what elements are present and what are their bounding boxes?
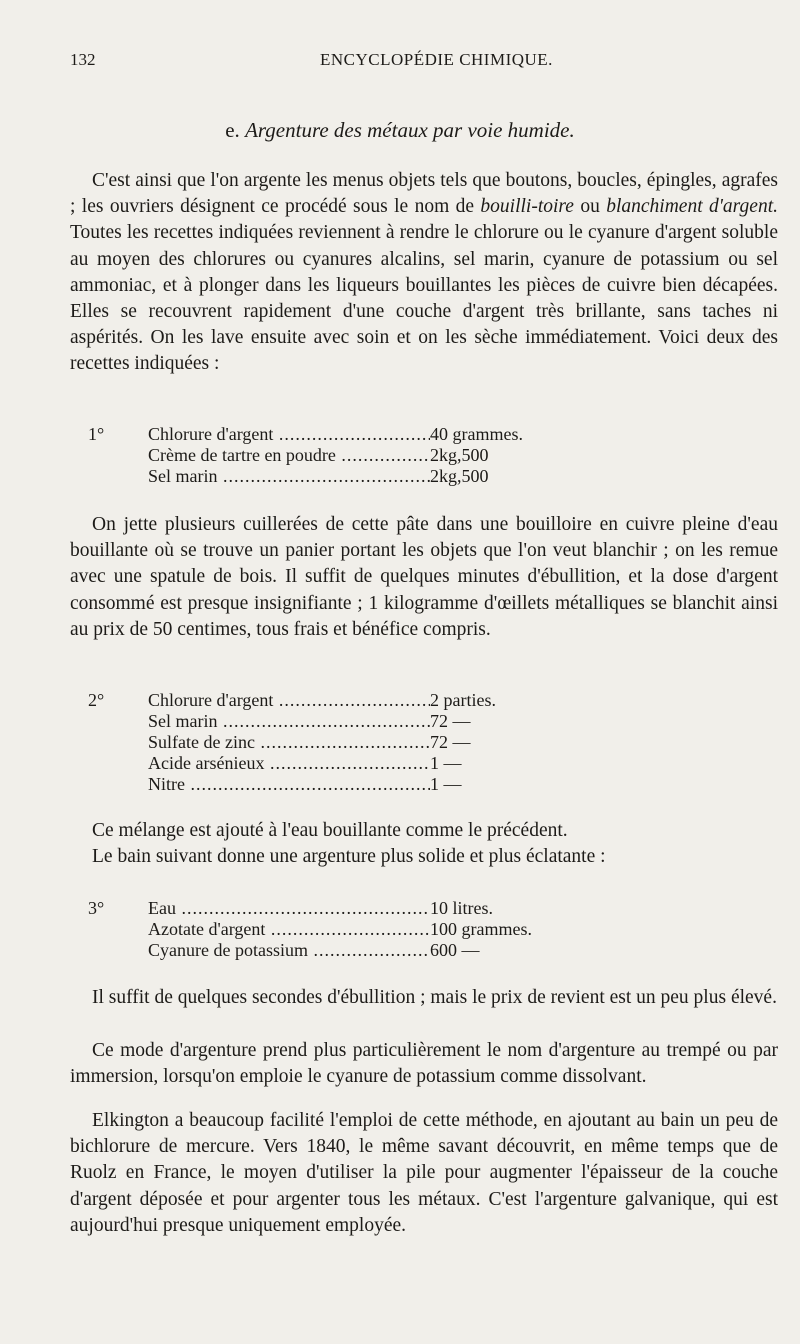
- ingredient-quantity: 1 —: [430, 774, 462, 794]
- ingredient-quantity: 2kg,500: [430, 445, 489, 465]
- section-title-text: Argenture des métaux par voie humide.: [245, 118, 575, 142]
- recipe-row: [88, 732, 496, 753]
- ingredient-name: Chlorure d'argent .....: [148, 424, 430, 445]
- paragraph-note-2: Le bain suivant donne une argenture plus solide et plus éclatante :: [92, 846, 606, 867]
- ingredient-quantity: 2 parties.: [430, 690, 496, 710]
- ingredient-quantity: 1 —: [430, 753, 462, 773]
- paragraph-immersion: Ce mode d'argenture prend plus particulièrement le nom d'argenture au trempé ou par immersion, lorsqu'on emploie le cyanure de potassium comme dissolvant.: [70, 1040, 778, 1088]
- ingredient-name: Sel marin .....: [148, 466, 430, 487]
- paragraph-note-1: Ce mélange est ajouté à l'eau bouillante comme le précédent.: [92, 820, 568, 841]
- ingredient-name: Crème de tartre en poudre .....: [148, 445, 430, 466]
- recipe-number: 1°: [88, 424, 105, 444]
- ingredient-name: Cyanure de potassium .....: [148, 940, 430, 961]
- paragraph-cost: Il suffit de quelques secondes d'ébullition ; mais le prix de revient est un peu plus élevé.: [92, 987, 777, 1008]
- paragraph-intro: C'est ainsi que l'on argente les menus objets tels que boutons, boucles, épingles, agrafes ; les ouvriers désignent ce procédé sous le nom de bouilli-toire ou blanchiment d'argent. Toutes les recettes indiquées reviennent à rendre le chlorure ou le cyanure d'argent soluble au moyen des chlorures ou cyanures alcalins, sel marin, cyanure de potassium ou sel ammoniac, et à plonger dans les liqueurs bouillantes les pièces de cuivre bien décapées. Elles se recouvrent rapidement d'une couche d'argent très brillante, sans taches ni aspérités. On les lave ensuite avec soin et on les sèche immédiatement. Voici deux des recettes indiquées :: [70, 170, 778, 375]
- recipe-row: [88, 711, 496, 732]
- recipe-row: [88, 919, 532, 940]
- recipe-row: [88, 898, 532, 919]
- ingredient-quantity: 2kg,500: [430, 466, 489, 486]
- term-blanchiment: blanchiment d'argent.: [606, 196, 778, 218]
- ingredient-quantity: 72 —: [430, 732, 471, 752]
- paragraph-procedure: On jette plusieurs cuillerées de cette pâte dans une bouilloire en cuivre pleine d'eau bouillante où se trouve un panier portant les objets que l'on veut blanchir ; on les remue avec une spatule de bois. Il suffit de quelques minutes d'ébullition, et la dose d'argent consommé est presque insignifiante ; 1 kilogramme d'œillets métalliques se blanchit ainsi au prix de 50 centimes, tous frais et bénéfice compris.: [70, 514, 778, 640]
- ingredient-name: Acide arsénieux .....: [148, 753, 430, 774]
- ingredient-quantity: 40 grammes.: [430, 424, 523, 444]
- recipe-2: [88, 690, 496, 795]
- ingredient-name: Sulfate de zinc .....: [148, 732, 430, 753]
- recipe-row: [88, 753, 496, 774]
- recipe-row: [88, 466, 523, 487]
- ingredient-name: Sel marin .....: [148, 711, 430, 732]
- ingredient-name: Chlorure d'argent .....: [148, 690, 430, 711]
- recipe-row: [88, 690, 496, 711]
- term-bouillitoire: bouilli-toire: [480, 196, 574, 218]
- recipe-number: 2°: [88, 690, 105, 710]
- ingredient-quantity: 72 —: [430, 711, 471, 731]
- ingredient-name: Azotate d'argent .....: [148, 919, 430, 940]
- paragraph-elkington: Elkington a beaucoup facilité l'emploi de cette méthode, en ajoutant au bain un peu de bichlorure de mercure. Vers 1840, le même savant découvrit, en même temps que de Ruolz en France, le moyen d'utiliser la pile pour augmenter l'épaisseur de la couche d'argent déposée et pour argenter tous les métaux. C'est l'argenture galvanique, qui est aujourd'hui presque uniquement employée.: [70, 1110, 778, 1236]
- ingredient-name: Eau .....: [148, 898, 430, 919]
- recipe-3: [88, 898, 532, 961]
- recipe-row: [88, 424, 523, 445]
- recipe-row: [88, 940, 532, 961]
- recipe-row: [88, 445, 523, 466]
- page-number: 132: [70, 50, 96, 69]
- ingredient-quantity: 10 litres.: [430, 898, 493, 918]
- recipe-number: 3°: [88, 898, 105, 918]
- section-title: [0, 118, 800, 143]
- ingredient-quantity: 100 grammes.: [430, 919, 532, 939]
- running-title: ENCYCLOPÉDIE CHIMIQUE.: [320, 50, 553, 69]
- page-header: [70, 50, 760, 78]
- recipe-row: [88, 774, 496, 795]
- ingredient-name: Nitre .....: [148, 774, 430, 795]
- ingredient-quantity: 600 —: [430, 940, 480, 960]
- section-letter: e.: [225, 118, 246, 142]
- recipe-1: [88, 424, 523, 487]
